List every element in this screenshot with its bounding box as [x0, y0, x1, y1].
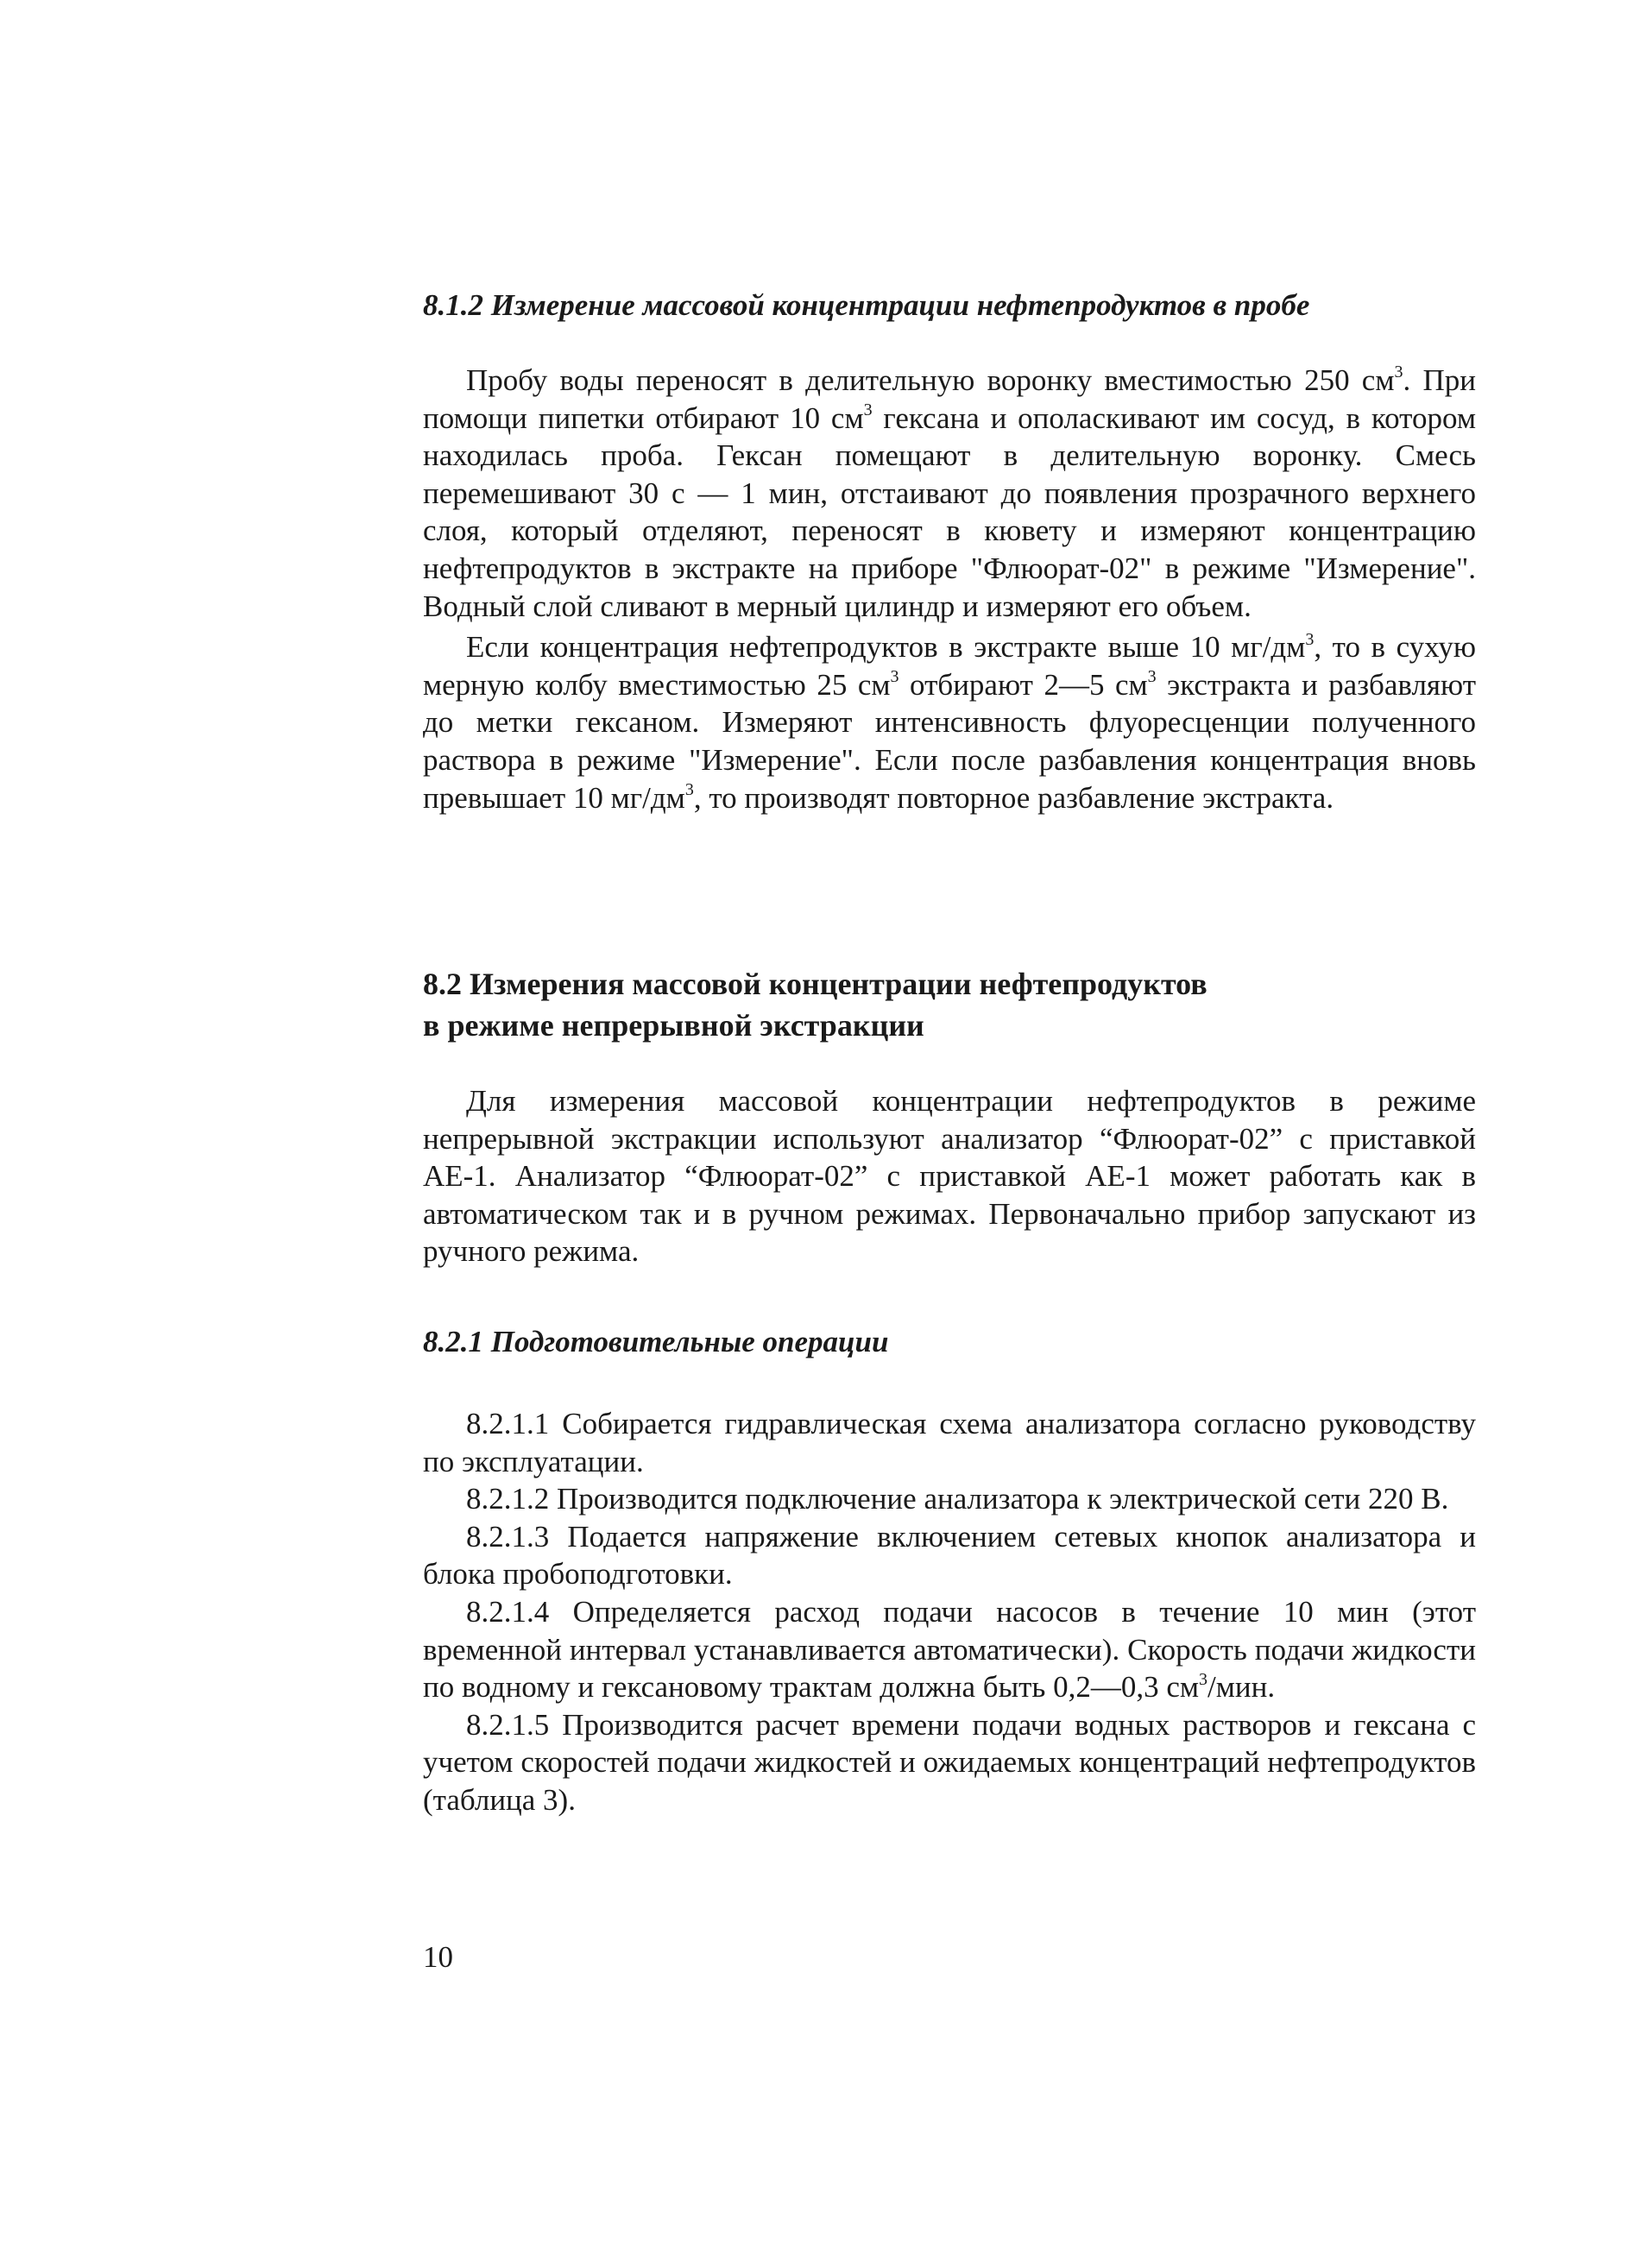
- text-run: Если концентрация нефтепродуктов в экстракте выше 10 мг/дм: [466, 630, 1306, 665]
- list-item: 8.2.1.2 Производится подключение анализатора к электрической сети 220 В.: [466, 1482, 1449, 1516]
- superscript: 3: [1199, 1669, 1208, 1689]
- section-heading-line: 8.2 Измерения массовой концентрации нефтепродуктов: [423, 967, 1207, 1001]
- section-8-2-1: [423, 1323, 1476, 1361]
- page-number: 10: [423, 1940, 453, 1974]
- superscript: 3: [684, 779, 694, 799]
- paragraph: Для измерения массовой концентрации нефтепродуктов в режиме непрерывной экстракции используют анализатор “Флюорат-02” с приставкой АЕ-1. Анализатор “Флюорат-02” с приставкой АЕ-1 может работать как в автоматическом так и в ручном режимах. Первоначально прибор запускают из ручного режима.: [423, 1084, 1476, 1269]
- list-item: [423, 1593, 1476, 1706]
- list-item: 8.2.1.1 Собирается гидравлическая схема анализатора согласно руководству по эксплуатации.: [423, 1407, 1476, 1478]
- section-8-1-2: [423, 287, 1476, 325]
- list-item: 8.2.1.3 Подается напряжение включением сетевых кнопок анализатора и блока пробоподготовки.: [423, 1519, 1476, 1591]
- paragraph: [423, 628, 1476, 816]
- text-run: отбирают 2—5 см: [899, 667, 1148, 702]
- text-run: экстракта и разбавляют до метки гексаном. Измеряют интенсивность флуоресценции полученного раствора в режиме "Измерение". Если после разбавления концентрация вновь превышает 10 мг/дм: [423, 667, 1476, 815]
- paragraph: [423, 362, 1476, 625]
- superscript: 3: [863, 400, 873, 419]
- section-8-2: [423, 963, 1476, 1046]
- subsection-heading: 8.2.1 Подготовительные операции: [423, 1325, 889, 1358]
- section-8-2-body: [423, 1082, 1476, 1270]
- section-heading-line: в режиме непрерывной экстракции: [423, 1008, 924, 1043]
- text-run: /мин.: [1207, 1670, 1276, 1705]
- section-8-2-1-body: [423, 1405, 1476, 1819]
- text-run: . При помощи пипетки отбирают 10 см: [423, 363, 1476, 435]
- superscript: 3: [1147, 667, 1157, 687]
- superscript: 3: [1305, 629, 1315, 649]
- text-run: , то производят повторное разбавление экстракта.: [693, 780, 1334, 815]
- subsection-heading: 8.1.2 Измерение массовой концентрации нефтепродуктов в пробе: [423, 288, 1310, 322]
- text-run: , то в сухую мерную колбу вместимостью 25 см: [423, 630, 1476, 702]
- text-run: гексана и ополаскивают им сосуд, в котором находилась проба. Гексан помещают в делительную воронку. Смесь перемешивают 30 с — 1 мин, отстаивают до появления прозрачного верхнего слоя, который отделяют, переносят в кювету и измеряют концентрацию нефтепродуктов в экстракте на приборе "Флюорат-02" в режиме "Измерение". Водный слой сливают в мерный цилиндр и измеряют его объем.: [423, 400, 1476, 623]
- text-run: Пробу воды переносят в делительную воронку вместимостью 250 см: [466, 363, 1395, 397]
- text-run: 8.2.1.4 Определяется расход подачи насосов в течение 10 мин (этот временной интервал устанавливается автоматически). Скорость подачи жидкости по водному и гексановому трактам должна быть 0,2—0,3 см: [423, 1594, 1476, 1705]
- superscript: 3: [1394, 362, 1403, 382]
- list-item: 8.2.1.5 Производится расчет времени подачи водных растворов и гексана с учетом скоростей подачи жидкостей и ожидаемых концентраций нефтепродуктов (таблица 3).: [423, 1707, 1476, 1817]
- superscript: 3: [890, 667, 899, 687]
- section-8-1-2-body: [423, 362, 1476, 816]
